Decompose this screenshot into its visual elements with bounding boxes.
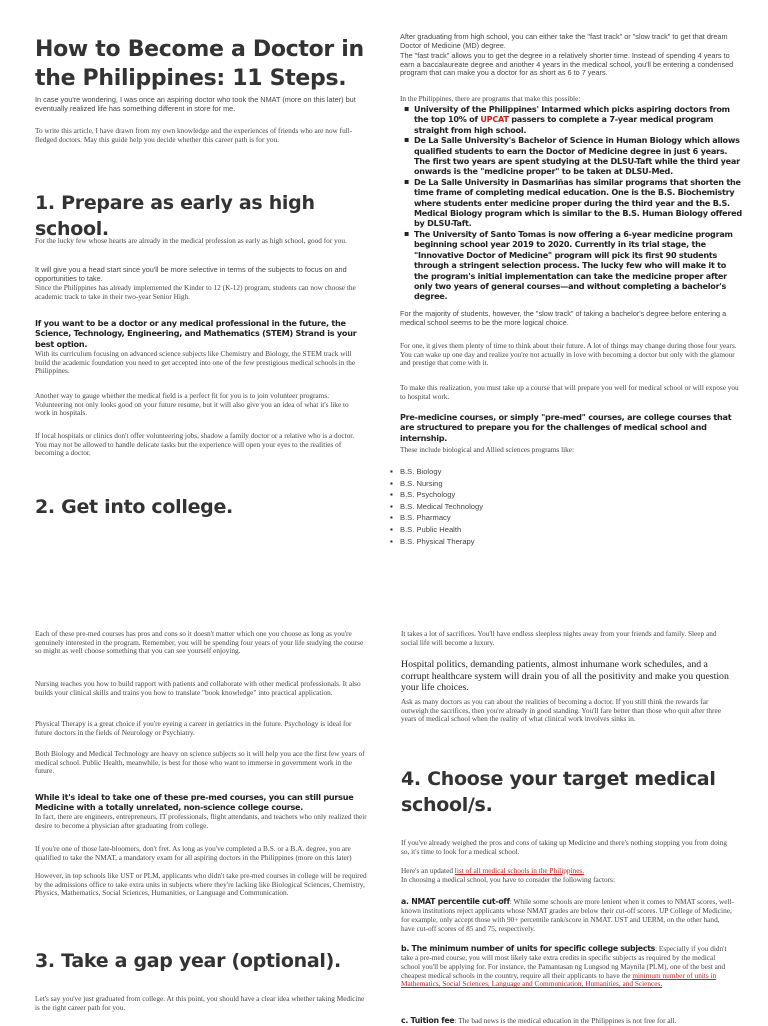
q2-paragraph-2: The "fast track" allows you to get the degree in a relatively shorter time. Instead of spending 4 years to earn a baccalaureate degree and another 4 years in the medical school, you'll be entering a condensed program that can make you a doctor for as short as 6 to 7 years. (400, 51, 734, 78)
course-item: ▪ B.S. Psychology (388, 489, 688, 501)
heading-step-4: 4. Choose your target medical school/s. (401, 768, 716, 816)
course-item: ▪ B.S. Public Health (388, 524, 688, 536)
page-bottom-left (0, 605, 384, 1024)
program-item: ▪ De La Salle University's Bachelor of Science in Human Biology which allows qualified students to earn the Doctor of Medicine degree in just 6 years. The first two years are spent studying at the DLSU-Taft while the third year onwards is the "medicine proper" to be taken at DLSU-Med. (402, 135, 742, 177)
step1-paragraph-2a: It will give you a head start since you'll be more selective in terms of the subjects to focus on and opportunities to take. (35, 265, 347, 283)
q3-paragraph-3: Physical Therapy is a great choice if you're eyeing a career in geriatrics in the future. Psychology is ideal for future doctors in the fields of Neurology or Psychiatry. (35, 719, 352, 737)
q2-paragraph-1: After graduating from high school, you can either take the "fast track" or "slow track" to get that dream Doctor of Medicine (MD) degree. (400, 32, 728, 50)
factor-tuition-label: c. Tuition fee (401, 1016, 455, 1025)
q3-paragraph-4: Both Biology and Medical Technology are heavy on science subjects so it will help you ace the first few years of medical school. Public Health, meanwhile, is best for those who want to immerse in government work in the future. (35, 749, 365, 776)
page-top-left (0, 0, 384, 605)
course-item: ▪ B.S. Pharmacy (388, 512, 688, 524)
q2-paragraph-5: For one, it gives them plenty of time to think about their future. A lot of things may change during those four years. You can wake up one day and realize you're not actually in love with becoming a doctor but only with the glamour and prestige that come with it. (400, 341, 737, 368)
upcat-highlight: UPCAT (480, 114, 509, 125)
course-item: ▪ B.S. Physical Therapy (388, 536, 688, 548)
course-item: ▪ B.S. Nursing (388, 478, 688, 490)
page-bottom-right (384, 605, 768, 1024)
factor-minimum-units: b. The minimum number of units for specific college subjects: Especially if you didn't take a pre-med course, you will most likely take extra credits in specific subjects as required by the medical school you'll be applying for. For instance, the Pamantasan ng Lungsod ng Maynila (PLM), one of the best and cheapest medical schools in the country, require all their applicants to have the minimum number of units in Mathematics, Social Sciences, Language and Communication, Humanities, and Sciences. (401, 944, 727, 989)
intro-paragraph-1: In case you're wondering, I was once an aspiring doctor who took the NMAT (more on this later) but eventually realized life has something different in store for me. (35, 95, 356, 113)
medical-schools-list-link[interactable]: list of all medical schools in the Philippines. (454, 866, 585, 875)
step1-paragraph-2b: Since the Philippines has already implemented the Kinder to 12 (K-12) program, students can now choose the academic track to take in their two-year Senior High. (35, 283, 356, 301)
premed-course-list (388, 466, 688, 547)
q3-paragraph-1: Each of these pre-med courses has pros and cons so it doesn't matter which one you choose as long as you're genuinely interested in the program. Remember, you will be spending four years of your life studying the course so might as well choose something that you can see yourself enjoying. (35, 629, 364, 656)
program-item: ▪ The University of Santo Tomas is now offering a 6-year medicine program beginning school year 2019 to 2020. Currently in its trial stage, the "Innovative Doctor of Medicine" program will pick its first 90 students through a stringent selection process. The lucky few who will make it to the program's initial implementation can take the medicine proper after only two years of general courses—and without completing a bachelor's degree. (402, 229, 742, 302)
factor-nmat-cutoff: a. NMAT percentile cut-off: While some schools are more lenient when it comes to NMAT scores, well-known institutions reject applicants whose NMAT grades are below their cut-off scores. UP College of Medicine, for example, only accept those with 90+ percentile rank/score in NMAT. UST and UERM, on the other hand, have cut-off scores of 85 and 75, respectively. (401, 897, 734, 933)
q3-paragraph-6: If you're one of those late-bloomers, don't fret. As long as you've completed a B.S. or a B.A. degree, you are qualified to take the NMAT, a mandatory exam for all aspiring doctors in the Philippines (more on this later) (35, 844, 352, 862)
q3-bold-callout: While it's ideal to take one of these pre-med courses, you can still pursue Medicine with a totally unrelated, non-science college course. (35, 792, 354, 813)
q4-paragraph-3: Ask as many doctors as you can about the realities of becoming a doctor. If you still think the rewards far outweigh the sacrifices, then you're already in good standing. You'll fare better than those who quit after three years of medical school when the reality of what clinical work involves sinks in. (401, 697, 721, 724)
heading-step-2: 2. Get into college. (35, 496, 233, 518)
minimum-units-link[interactable]: minimum number of units in Mathematics, Social Sciences, Language and Communication, Humanities, and Sciences. (401, 970, 717, 989)
q4-paragraph-5: Here's an updated list of all medical schools in the Philippines. (401, 866, 585, 875)
intro-paragraph-2: To write this article, I have drawn from my own knowledge and the experiences of friends who are now full-fledged doctors. May this guide help you decide whether this career path is for you. (35, 126, 353, 144)
factor-tuition-fee: c. Tuition fee: The bad news is the medical education in the Philippines is not free for all. (401, 1016, 677, 1025)
q3-paragraph-8: Let's say you've just graduated from college. At this point, you should have a clear idea whether taking Medicine is the right career path for you. (35, 994, 365, 1012)
q2-paragraph-3: In the Philippines, there are programs that make this possible: (400, 94, 581, 103)
course-item: ▪ B.S. Biology (388, 466, 688, 478)
program-item: ▪ De La Salle University in Dasmariñas has similar programs that shorten the time frame of completing medical education. One is the B.S. Biochemistry where students enter medicine proper during the third year and the B.S. Medical Biology program which is similar to the B.S. Human Biology offered by DLSU-Taft. (402, 177, 742, 229)
heading-step-1: 1. Prepare as early as high school. (35, 192, 315, 240)
step1-paragraph-1: For the lucky few whose hearts are already in the medical profession as early as high school, good for you. (35, 236, 347, 245)
q3-paragraph-7: However, in top schools like UST or PLM, applicants who didn't take pre-med courses in college will be required by the admissions office to take extra units in subjects where they're lacking like Biological Sciences, Chemistry, Physics, Mathematics, Social Sciences, Humanities, or Language and Communication. (35, 871, 367, 898)
q4-paragraph-6: In choosing a medical school, you have to consider the following factors: (401, 875, 615, 884)
q4-paragraph-2: Hospital politics, demanding patients, almost inhumane work schedules, and a corrupt healthcare system will drain you of all the positivity and make you question your life choices. (401, 659, 729, 694)
q3-paragraph-5: In fact, there are engineers, entrepreneurs, IT professionals, flight attendants, and teachers who only realized their desire to become a physician after graduating from college. (35, 812, 367, 830)
page-top-right (384, 0, 768, 605)
q2-paragraph-6: To make this realization, you must take up a course that will prepare you well for medical school or will expose you to hospital work. (400, 383, 739, 401)
program-item: ▪ University of the Philippines' Intarmed which picks aspiring doctors from the top 10% of UPCAT passers to complete a 7-year medical program straight from high school. (402, 104, 742, 135)
q4-paragraph-4: If you've already weighed the pros and cons of taking up Medicine and there's nothing stopping you from doing so, it's time to look for a medical school. (401, 838, 728, 856)
factor-units-label: b. The minimum number of units for specific college subjects (401, 944, 656, 953)
fast-track-program-list (402, 104, 742, 302)
q4-paragraph-1: It takes a lot of sacrifices. You'll have endless sleepless nights away from your friends and family. Sleep and social life will become a luxury. (401, 629, 717, 647)
factor-nmat-label: a. NMAT percentile cut-off (401, 897, 510, 906)
premed-bold-callout: Pre-medicine courses, or simply "pre-med" courses, are college courses that are structured to prepare you for the challenges of medical school and internship. (400, 412, 732, 443)
step1-paragraph-3: With its curriculum focusing on advanced science subjects like Chemistry and Biology, the STEM track will build the academic foundation you need to get accepted into one of the few prestigious medical schools in the Philippines. (35, 349, 356, 376)
q2-paragraph-4: For the majority of students, however, the "slow track" of taking a bachelor's degree before entering a medical school seems to be the more logical choice. (400, 309, 727, 327)
step1-paragraph-5: If local hospitals or clinics don't offer volunteering jobs, shadow a family doctor or a relative who is a doctor. You may not be allowed to handle delicate tasks but the experience will open your eyes to the realities of becoming a doctor. (35, 431, 355, 458)
q2-paragraph-7: These include biological and Allied sciences programs like: (400, 445, 575, 454)
step1-bold-callout: If you want to be a doctor or any medical professional in the future, the Science, Technology, Engineering, and Mathematics (STEM) Strand is your best option. (35, 318, 357, 349)
q3-paragraph-2: Nursing teaches you how to build rapport with patients and collaborate with other medical professionals. It also builds your clinical skills and trains you how to translate "book knowledge" into practical application. (35, 679, 361, 697)
step1-paragraph-4: Another way to gauge whether the medical field is a perfect fit for you is to join volunteer programs. Volunteering not only looks good on your future resume, but it will also give you an idea of what it's like to work in hospitals. (35, 391, 349, 418)
heading-step-3: 3. Take a gap year (optional). (35, 950, 341, 972)
article-title: How to Become a Doctor in the Philippines: 11 Steps. (35, 37, 364, 91)
course-item: ▪ B.S. Medical Technology (388, 501, 688, 513)
